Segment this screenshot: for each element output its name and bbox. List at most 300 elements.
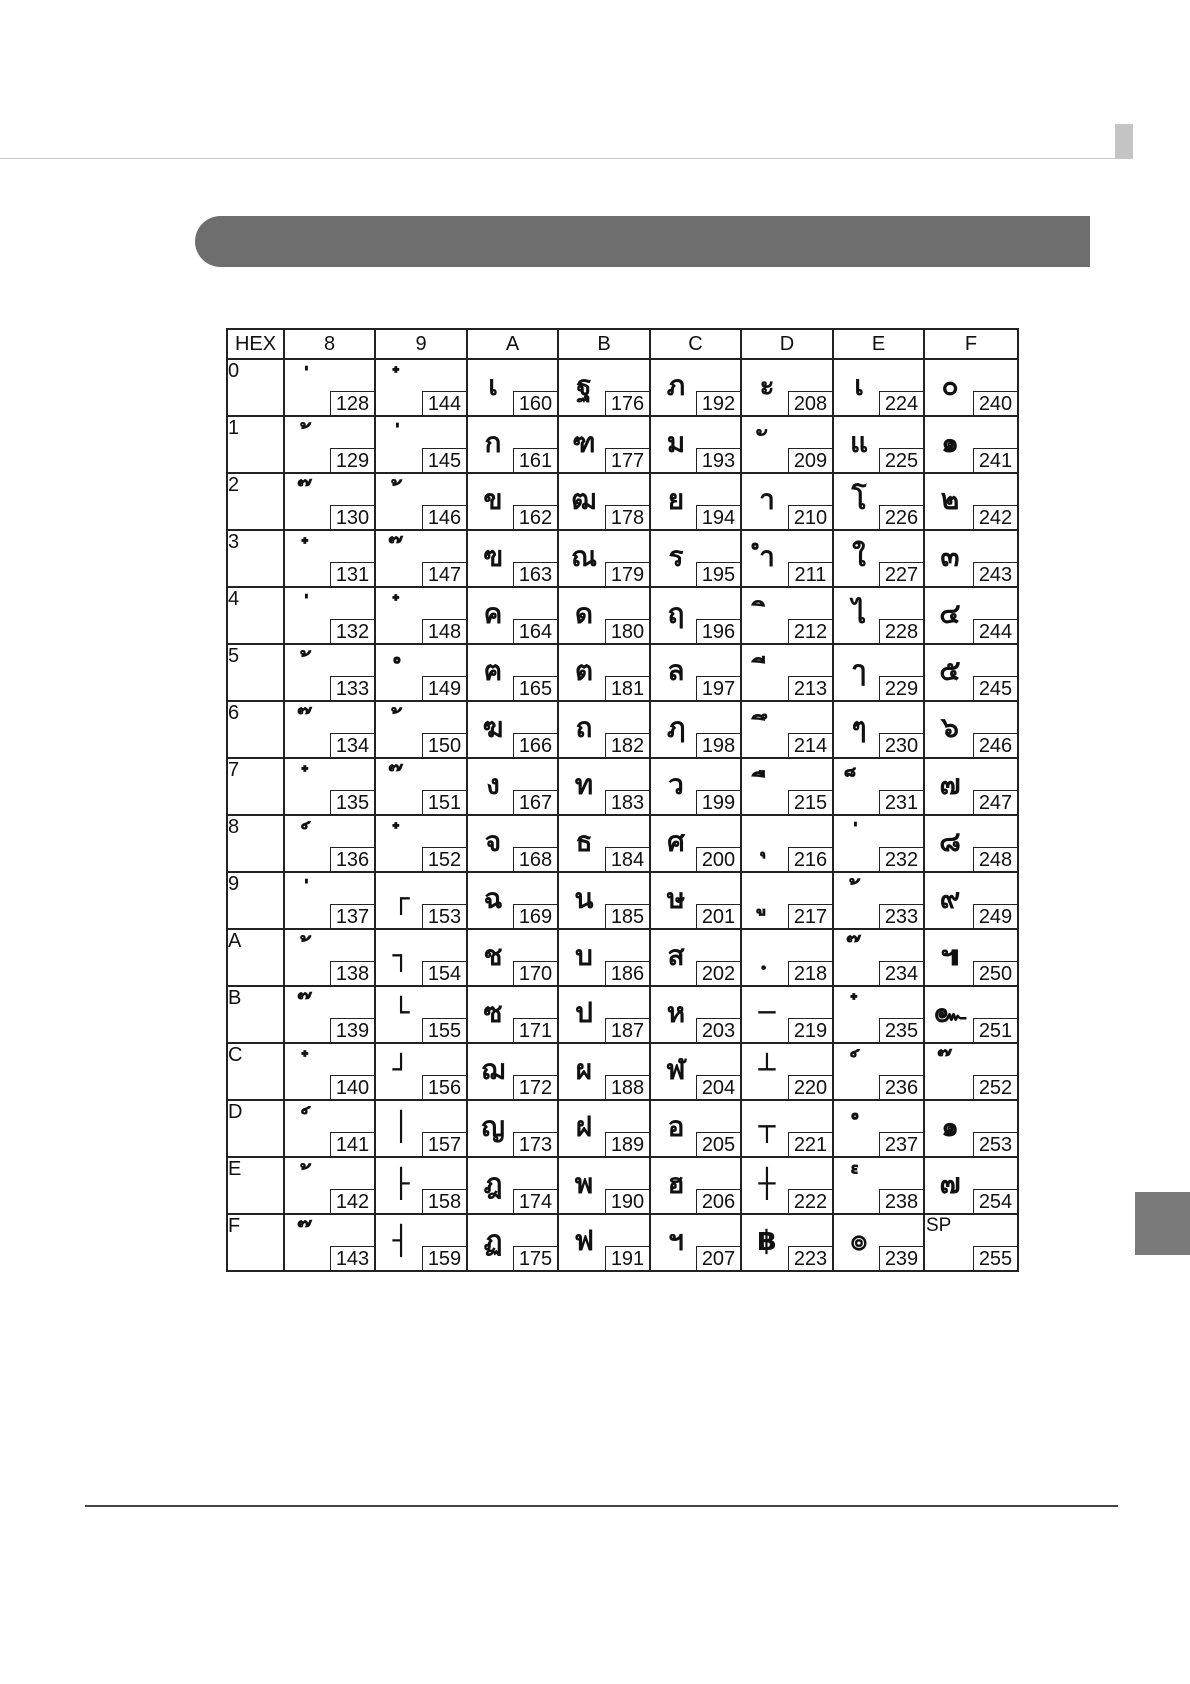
char-code-box: 196 xyxy=(696,619,740,643)
char-code-box: 135 xyxy=(330,790,374,814)
char-code-box: 139 xyxy=(330,1018,374,1042)
char-cell xyxy=(741,587,833,644)
char-cell xyxy=(833,758,924,815)
char-cell xyxy=(375,1157,467,1214)
char-cell xyxy=(375,986,467,1043)
char-code-box: 221 xyxy=(788,1132,832,1156)
char-glyph: ฟ xyxy=(574,1224,594,1257)
char-code-box: 162 xyxy=(513,505,557,529)
char-glyph: ฤ xyxy=(667,597,685,630)
char-cell xyxy=(558,587,650,644)
char-glyph: ๖ xyxy=(941,711,959,744)
char-code-box: 176 xyxy=(605,391,649,415)
char-cell xyxy=(375,530,467,587)
column-header-a: A xyxy=(467,329,558,359)
char-glyph: ย xyxy=(667,483,685,516)
char-cell xyxy=(558,758,650,815)
char-cell xyxy=(924,587,1018,644)
char-glyph xyxy=(840,1162,878,1206)
char-cell xyxy=(467,1043,558,1100)
char-code-box: 143 xyxy=(330,1246,374,1270)
char-cell xyxy=(284,872,375,929)
char-cell xyxy=(467,929,558,986)
char-glyph: อ xyxy=(667,1110,685,1143)
table-row xyxy=(227,1100,1018,1157)
char-cell xyxy=(284,359,375,416)
char-cell xyxy=(924,701,1018,758)
char-glyph: ง xyxy=(486,768,500,801)
char-cell xyxy=(467,644,558,701)
char-code-box: 209 xyxy=(788,448,832,472)
char-code-box: 155 xyxy=(422,1018,466,1042)
char-code-box: 234 xyxy=(879,961,923,985)
char-code-box: 238 xyxy=(879,1189,923,1213)
char-cell xyxy=(833,872,924,929)
char-glyph: ๚ xyxy=(940,939,960,972)
char-code-box: 218 xyxy=(788,961,832,985)
char-code-box: 244 xyxy=(973,619,1017,643)
char-code-box: 231 xyxy=(879,790,923,814)
char-glyph: ๕ xyxy=(939,654,961,687)
char-cell xyxy=(650,416,741,473)
char-glyph xyxy=(748,649,786,693)
char-glyph xyxy=(291,763,329,807)
char-cell xyxy=(558,815,650,872)
char-cell xyxy=(558,1214,650,1271)
char-cell xyxy=(924,1043,1018,1100)
char-cell xyxy=(833,815,924,872)
char-cell xyxy=(924,359,1018,416)
char-cell xyxy=(558,1157,650,1214)
char-code-box: 169 xyxy=(513,904,557,928)
char-glyph: ห xyxy=(666,996,686,1029)
char-code-box: 199 xyxy=(696,790,740,814)
char-code-box: 211 xyxy=(788,562,832,586)
char-cell xyxy=(650,473,741,530)
char-glyph: ┤ xyxy=(392,1224,410,1257)
column-header-9: 9 xyxy=(375,329,467,359)
char-code-box: 151 xyxy=(422,790,466,814)
char-code-box: 185 xyxy=(605,904,649,928)
char-cell xyxy=(833,929,924,986)
char-cell xyxy=(924,473,1018,530)
char-glyph: ใ xyxy=(852,540,866,573)
char-cell xyxy=(650,1043,741,1100)
char-cell xyxy=(375,359,467,416)
char-cell xyxy=(375,1043,467,1100)
char-glyph: ฮ xyxy=(667,1167,685,1200)
row-header-5: 5 xyxy=(227,644,284,701)
char-glyph: ฬ xyxy=(666,1053,686,1086)
char-glyph: ๗ xyxy=(939,1167,961,1200)
char-code-box: 188 xyxy=(605,1075,649,1099)
char-code-box: 161 xyxy=(513,448,557,472)
char-cell xyxy=(924,1157,1018,1214)
char-glyph: ช xyxy=(483,939,503,972)
char-cell xyxy=(467,1100,558,1157)
char-code-box: 222 xyxy=(788,1189,832,1213)
char-code-box: 171 xyxy=(513,1018,557,1042)
header-tab-marker xyxy=(1115,124,1133,159)
char-code-box: 223 xyxy=(788,1246,832,1270)
char-code-box: 149 xyxy=(422,676,466,700)
char-cell xyxy=(284,473,375,530)
row-header-b: B xyxy=(227,986,284,1043)
char-code-box: 242 xyxy=(973,505,1017,529)
char-glyph xyxy=(291,592,329,636)
column-header-b: B xyxy=(558,329,650,359)
char-glyph: ก xyxy=(484,426,502,459)
char-cell xyxy=(467,473,558,530)
char-cell xyxy=(558,416,650,473)
char-code-box: 141 xyxy=(330,1132,374,1156)
char-cell xyxy=(558,530,650,587)
char-cell xyxy=(375,1214,467,1271)
row-header-0: 0 xyxy=(227,359,284,416)
char-cell xyxy=(650,587,741,644)
table-row xyxy=(227,758,1018,815)
char-glyph: เ xyxy=(488,369,498,402)
char-code-box: 249 xyxy=(973,904,1017,928)
char-code-box: 210 xyxy=(788,505,832,529)
char-cell xyxy=(833,986,924,1043)
chapter-side-tab xyxy=(1135,1192,1190,1255)
char-code-box: 226 xyxy=(879,505,923,529)
char-glyph xyxy=(382,535,420,579)
char-cell xyxy=(650,530,741,587)
char-code-box: 208 xyxy=(788,391,832,415)
char-code-box: 247 xyxy=(973,790,1017,814)
char-glyph: แ xyxy=(849,426,869,459)
char-glyph: ๅ xyxy=(852,654,866,687)
char-cell xyxy=(558,359,650,416)
char-glyph xyxy=(382,763,420,807)
char-code-box: 217 xyxy=(788,904,832,928)
char-cell xyxy=(558,701,650,758)
char-code-box: 193 xyxy=(696,448,740,472)
char-code-box: 147 xyxy=(422,562,466,586)
char-glyph xyxy=(840,1048,878,1092)
char-cell xyxy=(375,758,467,815)
char-glyph: ๆ xyxy=(851,711,867,744)
char-code-box: 145 xyxy=(422,448,466,472)
char-code-box: 158 xyxy=(422,1189,466,1213)
char-cell xyxy=(558,929,650,986)
char-code-box: 190 xyxy=(605,1189,649,1213)
char-code-box: 168 xyxy=(513,847,557,871)
char-code-box: 178 xyxy=(605,505,649,529)
char-cell xyxy=(924,815,1018,872)
char-code-box: 133 xyxy=(330,676,374,700)
char-code-box: 198 xyxy=(696,733,740,757)
char-glyph: ส xyxy=(667,939,685,972)
char-glyph: ต xyxy=(574,654,594,687)
char-code-box: 182 xyxy=(605,733,649,757)
char-glyph: ป xyxy=(575,996,593,1029)
char-glyph: ฝ xyxy=(575,1110,593,1143)
char-code-box: 215 xyxy=(788,790,832,814)
char-code-box: 152 xyxy=(422,847,466,871)
char-glyph: ฑ xyxy=(572,426,596,459)
char-code-box: 156 xyxy=(422,1075,466,1099)
char-code-box: 203 xyxy=(696,1018,740,1042)
char-glyph: │ xyxy=(392,1110,410,1143)
char-code-box: 154 xyxy=(422,961,466,985)
char-code-box: 248 xyxy=(973,847,1017,871)
char-glyph xyxy=(840,820,878,864)
char-glyph: ฉ xyxy=(483,882,503,915)
char-code-box: 146 xyxy=(422,505,466,529)
char-glyph: ┌ xyxy=(392,882,410,915)
row-header-d: D xyxy=(227,1100,284,1157)
char-glyph: ญ xyxy=(481,1110,505,1143)
char-glyph: ┘ xyxy=(392,1053,410,1086)
char-code-box: 252 xyxy=(973,1075,1017,1099)
char-glyph xyxy=(291,364,329,408)
char-glyph xyxy=(840,877,878,921)
char-cell xyxy=(558,872,650,929)
char-glyph: ๙ xyxy=(939,882,961,915)
char-cell xyxy=(558,1043,650,1100)
char-glyph: ล xyxy=(667,654,685,687)
char-cell xyxy=(650,872,741,929)
table-row xyxy=(227,815,1018,872)
char-code-box: 150 xyxy=(422,733,466,757)
char-cell xyxy=(741,1214,833,1271)
char-code-box: 138 xyxy=(330,961,374,985)
char-cell xyxy=(650,359,741,416)
column-header-c: C xyxy=(650,329,741,359)
char-code-box: 254 xyxy=(973,1189,1017,1213)
char-glyph xyxy=(382,706,420,750)
char-code-box: 240 xyxy=(973,391,1017,415)
row-header-9: 9 xyxy=(227,872,284,929)
char-cell xyxy=(284,644,375,701)
char-cell xyxy=(375,416,467,473)
column-header-f: F xyxy=(924,329,1018,359)
char-glyph xyxy=(840,1105,878,1149)
row-header-6: 6 xyxy=(227,701,284,758)
char-glyph: ท xyxy=(574,768,594,801)
char-cell xyxy=(741,929,833,986)
char-code-box: 191 xyxy=(605,1246,649,1270)
table-row xyxy=(227,1157,1018,1214)
char-code-box: 192 xyxy=(696,391,740,415)
char-code-box: 229 xyxy=(879,676,923,700)
char-code-box: 204 xyxy=(696,1075,740,1099)
char-code-box: 194 xyxy=(696,505,740,529)
char-glyph xyxy=(291,1162,329,1206)
char-glyph xyxy=(382,592,420,636)
row-header-7: 7 xyxy=(227,758,284,815)
char-cell xyxy=(833,701,924,758)
char-cell xyxy=(833,1214,924,1271)
char-code-box: 134 xyxy=(330,733,374,757)
char-code-box: 140 xyxy=(330,1075,374,1099)
char-cell xyxy=(650,986,741,1043)
char-code-box: 131 xyxy=(330,562,374,586)
char-cell xyxy=(741,473,833,530)
char-glyph: เ xyxy=(854,369,864,402)
char-glyph: า xyxy=(759,483,775,516)
char-cell xyxy=(284,1157,375,1214)
char-glyph xyxy=(382,478,420,522)
char-cell xyxy=(833,1043,924,1100)
char-code-box: 137 xyxy=(330,904,374,928)
char-code-box: 148 xyxy=(422,619,466,643)
char-code-box: 201 xyxy=(696,904,740,928)
char-glyph: ณ xyxy=(571,540,597,573)
char-glyph xyxy=(291,478,329,522)
char-cell xyxy=(375,701,467,758)
char-code-box: 153 xyxy=(422,904,466,928)
char-code-box: 183 xyxy=(605,790,649,814)
char-cell xyxy=(375,872,467,929)
char-cell xyxy=(924,758,1018,815)
char-code-box: 184 xyxy=(605,847,649,871)
char-cell xyxy=(650,1100,741,1157)
char-cell xyxy=(284,1043,375,1100)
char-cell xyxy=(375,929,467,986)
char-glyph xyxy=(382,820,420,864)
char-code-box: 220 xyxy=(788,1075,832,1099)
char-cell xyxy=(650,1214,741,1271)
char-code-box: 164 xyxy=(513,619,557,643)
char-glyph: ศ xyxy=(667,825,685,858)
char-code-box: 166 xyxy=(513,733,557,757)
char-cell xyxy=(741,758,833,815)
char-cell xyxy=(924,1214,1018,1271)
char-glyph: SP xyxy=(926,1215,952,1236)
char-code-box: 251 xyxy=(973,1018,1017,1042)
char-code-box: 233 xyxy=(879,904,923,928)
char-code-box: 230 xyxy=(879,733,923,757)
char-glyph: ๓ xyxy=(940,540,960,573)
column-header-e: E xyxy=(833,329,924,359)
char-glyph: ฏ xyxy=(483,1224,503,1257)
char-glyph xyxy=(291,1048,329,1092)
table-row xyxy=(227,359,1018,416)
char-code-box: 207 xyxy=(696,1246,740,1270)
char-cell xyxy=(741,1157,833,1214)
char-cell xyxy=(467,701,558,758)
char-code-box: 241 xyxy=(973,448,1017,472)
char-cell xyxy=(924,872,1018,929)
char-glyph xyxy=(291,1105,329,1149)
char-code-box: 202 xyxy=(696,961,740,985)
char-code-box: 197 xyxy=(696,676,740,700)
char-glyph: พ xyxy=(574,1167,594,1200)
char-glyph xyxy=(840,763,878,807)
char-glyph: ว xyxy=(668,768,684,801)
char-cell xyxy=(650,929,741,986)
char-glyph: ๐ xyxy=(941,369,959,402)
column-header-d: D xyxy=(741,329,833,359)
char-code-box: 200 xyxy=(696,847,740,871)
table-row xyxy=(227,1043,1018,1100)
char-code-box: 245 xyxy=(973,676,1017,700)
char-code-box: 255 xyxy=(973,1246,1017,1270)
char-cell xyxy=(741,872,833,929)
char-code-box: 179 xyxy=(605,562,649,586)
char-cell xyxy=(924,416,1018,473)
char-code-box: 246 xyxy=(973,733,1017,757)
char-cell xyxy=(924,929,1018,986)
char-cell xyxy=(650,701,741,758)
char-glyph: ฎ xyxy=(483,1167,503,1200)
char-glyph xyxy=(291,421,329,465)
char-glyph xyxy=(840,991,878,1035)
char-code-box: 142 xyxy=(330,1189,374,1213)
char-glyph: ┬ xyxy=(758,1110,776,1143)
char-code-box: 239 xyxy=(879,1246,923,1270)
char-code-box: 227 xyxy=(879,562,923,586)
char-cell xyxy=(833,359,924,416)
char-cell xyxy=(284,815,375,872)
char-cell xyxy=(558,986,650,1043)
char-code-box: 173 xyxy=(513,1132,557,1156)
char-cell xyxy=(650,815,741,872)
char-glyph: ฒ xyxy=(571,483,597,516)
char-cell xyxy=(924,986,1018,1043)
char-cell xyxy=(467,587,558,644)
char-glyph: ฿ xyxy=(757,1224,777,1257)
char-cell xyxy=(467,530,558,587)
char-cell xyxy=(741,1100,833,1157)
char-cell xyxy=(467,758,558,815)
char-code-box: 186 xyxy=(605,961,649,985)
char-cell xyxy=(467,1157,558,1214)
char-glyph: └ xyxy=(392,996,410,1029)
char-cell xyxy=(284,758,375,815)
char-cell xyxy=(558,1100,650,1157)
char-glyph: ษ xyxy=(666,882,686,915)
char-code-box: 177 xyxy=(605,448,649,472)
char-cell xyxy=(833,530,924,587)
char-cell xyxy=(284,587,375,644)
char-glyph xyxy=(748,706,786,750)
char-glyph xyxy=(748,820,786,864)
char-cell xyxy=(375,473,467,530)
char-cell xyxy=(284,1214,375,1271)
char-cell xyxy=(741,815,833,872)
char-glyph xyxy=(748,763,786,807)
char-cell xyxy=(833,644,924,701)
char-glyph: ฦ xyxy=(666,711,686,744)
char-cell xyxy=(924,530,1018,587)
char-cell xyxy=(833,1100,924,1157)
char-code-box: 180 xyxy=(605,619,649,643)
char-glyph xyxy=(382,421,420,465)
char-glyph: ๛ xyxy=(933,996,967,1029)
char-cell xyxy=(650,1157,741,1214)
char-glyph xyxy=(382,364,420,408)
char-cell xyxy=(833,587,924,644)
char-cell xyxy=(741,986,833,1043)
char-cell xyxy=(650,644,741,701)
char-cell xyxy=(924,1100,1018,1157)
char-glyph: ┼ xyxy=(758,1167,776,1200)
char-cell xyxy=(741,530,833,587)
char-glyph: ฅ xyxy=(483,654,503,687)
char-glyph: ถ xyxy=(575,711,593,744)
row-header-a: A xyxy=(227,929,284,986)
char-code-box: 160 xyxy=(513,391,557,415)
char-glyph: ภ xyxy=(666,369,686,402)
char-glyph: ธ xyxy=(575,825,593,858)
char-glyph: ด xyxy=(574,597,594,630)
char-glyph: โ xyxy=(851,483,867,516)
